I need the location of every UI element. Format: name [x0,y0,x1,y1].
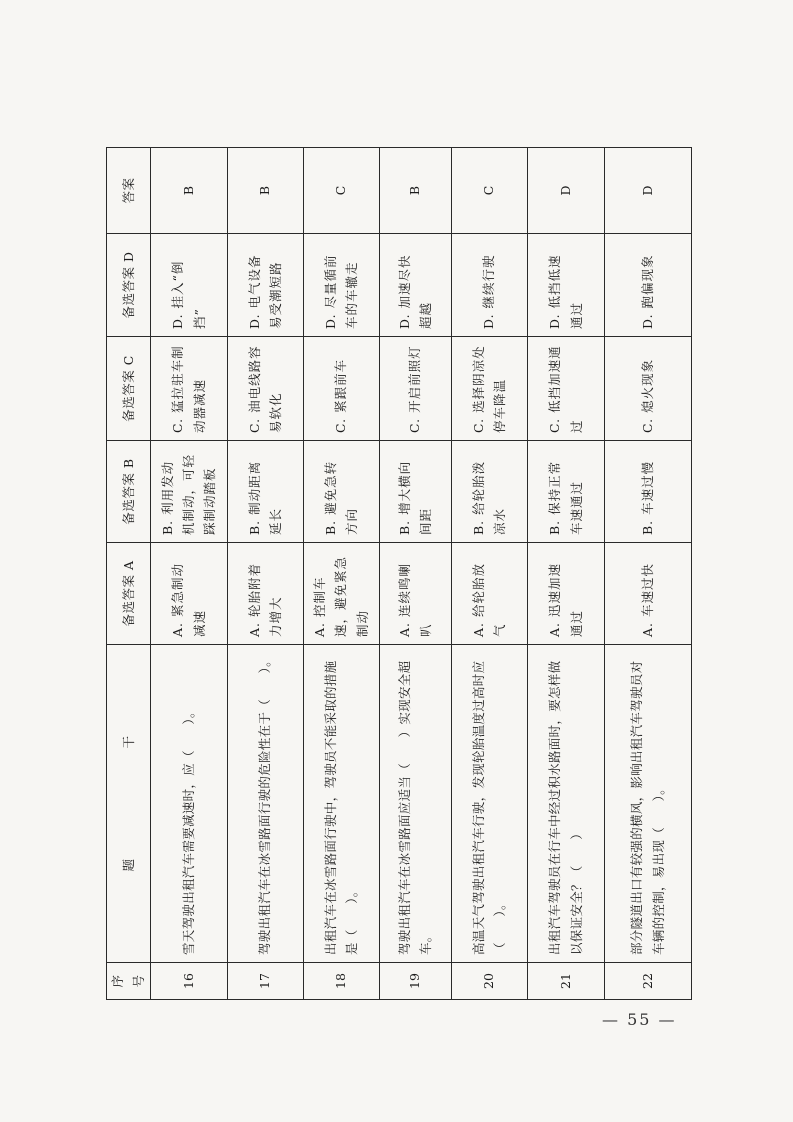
row-question: 驾驶出租汽车在冰雪路面行驶的危险性在于（ ）。 [227,645,303,963]
header-option-a: 备选答案 A [107,543,151,645]
row-number: 18 [303,963,379,1000]
row-number: 16 [150,963,227,1000]
row-number: 20 [451,963,527,1000]
row-option-a: A. 轮胎附着力增大 [227,543,303,645]
table-header-row [107,148,151,1000]
table-row [451,148,527,1000]
row-option-a: A. 连续鸣喇叭 [379,543,451,645]
row-question: 高温天气驾驶出租汽车行驶，发现轮胎温度过高时应（ ）。 [451,645,527,963]
row-option-a: A. 迅速加速通过 [527,543,604,645]
row-option-c: C. 开启前照灯 [379,337,451,441]
header-no: 序号 [107,963,151,1000]
row-answer: B [150,148,227,234]
row-option-c: C. 选择阴凉处停车降温 [451,337,527,441]
table-row [604,148,691,1000]
question-table [106,147,692,1000]
row-answer: B [379,148,451,234]
row-option-d: D. 低挡低速通过 [527,234,604,337]
row-option-a: A. 给轮胎放气 [451,543,527,645]
table-row [150,148,227,1000]
row-option-b: B. 保持正常车速通过 [527,441,604,543]
row-option-d: D. 电气设备易受潮短路 [227,234,303,337]
row-option-b: B. 利用发动机制动，可轻踩制动踏板 [150,441,227,543]
row-number: 17 [227,963,303,1000]
row-question: 雪天驾驶出租汽车需要减速时，应（ ）。 [150,645,227,963]
header-option-c: 备选答案 C [107,337,151,441]
header-option-d: 备选答案 D [107,234,151,337]
row-option-b: B. 车速过慢 [604,441,691,543]
row-answer: C [451,148,527,234]
table-row [527,148,604,1000]
row-answer: D [604,148,691,234]
row-option-b: B. 避免急转方向 [303,441,379,543]
row-option-a: A. 控制车速，避免紧急制动 [303,543,379,645]
row-option-c: C. 紧跟前车 [303,337,379,441]
header-question-part-a: 题 [120,858,136,872]
row-option-c: C. 熄火现象 [604,337,691,441]
header-question [107,645,151,963]
row-option-c: C. 低挡加速通过 [527,337,604,441]
row-option-b: B. 制动距离延长 [227,441,303,543]
row-option-d: D. 继续行驶 [451,234,527,337]
table-row [379,148,451,1000]
page-number: — 55 — [602,1010,677,1029]
row-question: 出租汽车驾驶员在行车中经过积水路面时，要怎样做以保证安全？（ ） [527,645,604,963]
row-option-d: D. 挂入“倒挡” [150,234,227,337]
row-answer: D [527,148,604,234]
row-number: 21 [527,963,604,1000]
header-question-part-b: 干 [120,735,136,749]
row-question: 部分隧道出口有较强的横风，影响出租汽车驾驶员对车辆的控制，易出现（ ）。 [604,645,691,963]
row-number: 19 [379,963,451,1000]
row-option-d: D. 跑偏现象 [604,234,691,337]
row-number: 22 [604,963,691,1000]
row-question: 驾驶出租汽车在冰雪路面应适当（ ）实现安全超车。 [379,645,451,963]
row-option-d: D. 加速尽快超越 [379,234,451,337]
header-answer: 答案 [107,148,151,234]
table-row [303,148,379,1000]
row-option-d: D. 尽量循前车的车辙走 [303,234,379,337]
row-option-a: A. 紧急制动减速 [150,543,227,645]
row-question: 出租汽车在冰雪路面行驶中，驾驶员不能采取的措施是（ ）。 [303,645,379,963]
row-option-b: B. 给轮胎泼凉水 [451,441,527,543]
rotated-table-container [106,148,690,1000]
row-option-a: A. 车速过快 [604,543,691,645]
row-option-b: B. 增大横向间距 [379,441,451,543]
row-option-c: C. 油电线路容易软化 [227,337,303,441]
row-answer: B [227,148,303,234]
table-row [227,148,303,1000]
row-option-c: C. 猛拉驻车制动器减速 [150,337,227,441]
header-option-b: 备选答案 B [107,441,151,543]
row-answer: C [303,148,379,234]
